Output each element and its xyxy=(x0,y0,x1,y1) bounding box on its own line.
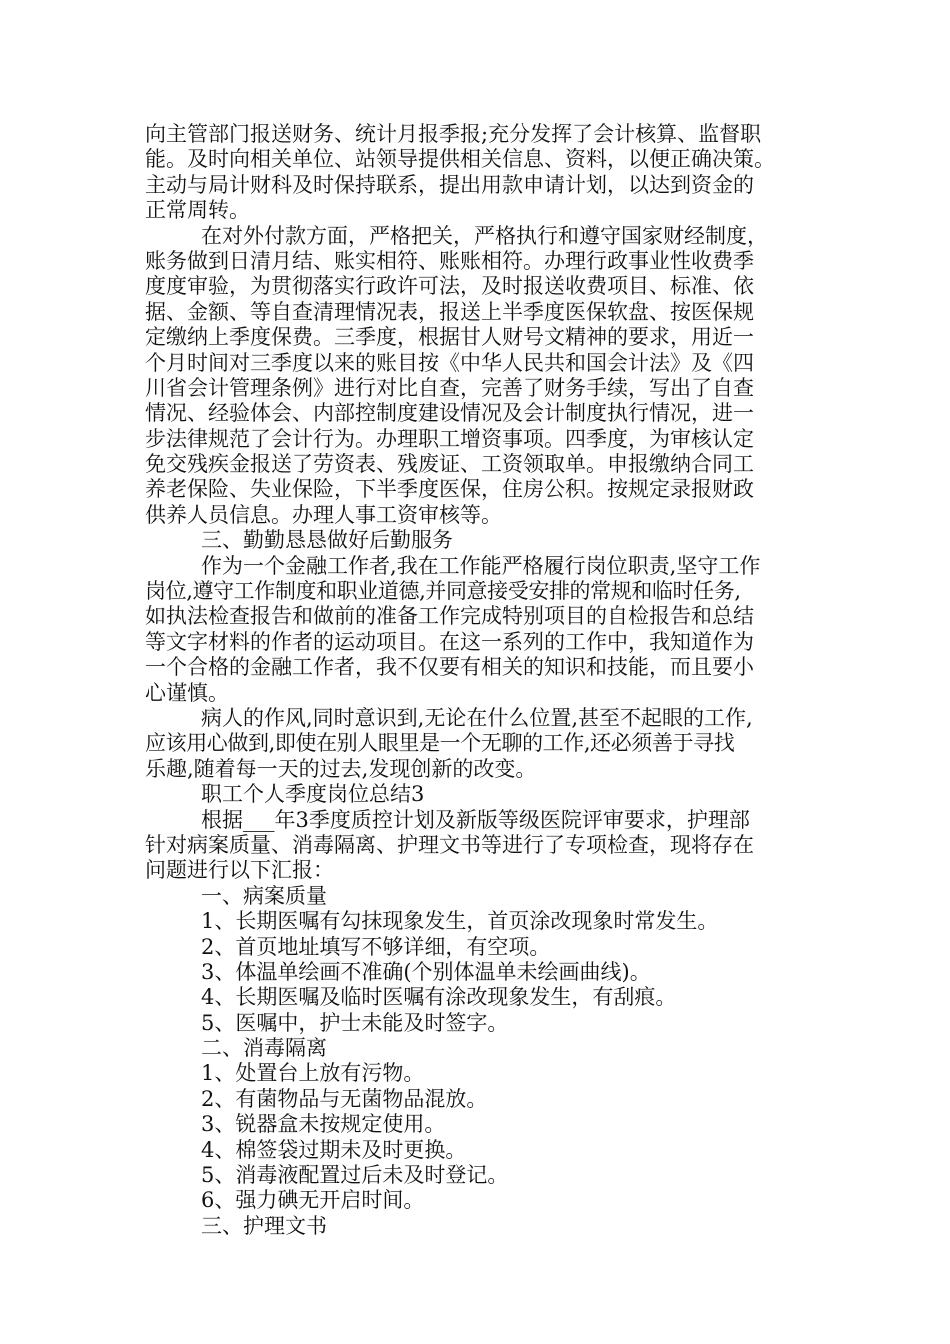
list-item: 4、棉签袋过期未及时更换。 xyxy=(201,1137,467,1162)
text-line: 养老保险、失业保险，下半季度医保，住房公积。按规定录报财政 xyxy=(145,477,754,502)
text-line: 度度审验，为贯彻落实行政许可法，及时报送收费项目、标准、依 xyxy=(145,274,754,299)
section-heading: 一、病案质量 xyxy=(201,883,327,908)
list-item: 5、医嘱中，护士未能及时签字。 xyxy=(201,1010,509,1035)
list-item: 5、消毒液配置过后未及时登记。 xyxy=(201,1163,509,1188)
text-line: 能。及时向相关单位、站领导提供相关信息、资料，以便正确决策。 xyxy=(145,147,775,172)
text-line: 心谨慎。 xyxy=(145,680,229,705)
text-line: 等文字材料的作者的运动项目。在这一系列的工作中，我知道作为 xyxy=(145,629,754,654)
text-line: 岗位,遵守工作制度和职业道德,并同意接受安排的常规和临时任务, xyxy=(145,579,741,604)
text-line: 情况、经验体会、内部控制度建设情况及会计制度执行情况，进一 xyxy=(145,401,754,426)
text-line: 问题进行以下汇报： xyxy=(145,858,334,883)
section-heading: 三、勤勤恳恳做好后勤服务 xyxy=(201,528,453,553)
list-item: 1、处置台上放有污物。 xyxy=(201,1061,425,1086)
list-item: 3、体温单绘画不准确(个别体温单未绘画曲线)。 xyxy=(201,959,651,984)
text-line: 供养人员信息。办理人事工资审核等。 xyxy=(145,502,502,527)
paragraph-start-line: 根据___年3季度质控计划及新版等级医院评审要求，护理部 xyxy=(201,807,750,832)
paragraph-start-line: 病人的作风,同时意识到,无论在什么位置,甚至不起眼的工作, xyxy=(201,705,753,730)
text-line: 免交残疾金报送了劳资表、残废证、工资领取单。申报缴纳合同工 xyxy=(145,452,754,477)
text-line: 如执法检查报告和做前的准备工作完成特别项目的自检报告和总结 xyxy=(145,604,754,629)
text-line: 向主管部门报送财务、统计月报季报;充分发挥了会计核算、监督职 xyxy=(145,122,762,146)
document-title: 职工个人季度岗位总结3 xyxy=(201,782,425,807)
text-line: 川省会计管理条例》进行对比自查，完善了财务手续，写出了自查 xyxy=(145,375,754,400)
text-line: 正常周转。 xyxy=(145,198,250,223)
list-item: 3、锐器盒未按规定使用。 xyxy=(201,1112,446,1137)
list-item: 2、有菌物品与无菌物品混放。 xyxy=(201,1086,488,1111)
list-item: 2、首页地址填写不够详细，有空项。 xyxy=(201,934,551,959)
text-line: 应该用心做到,即使在别人眼里是一个无聊的工作,还必须善于寻找 xyxy=(145,731,735,756)
text-line: 一个合格的金融工作者，我不仅要有相关的知识和技能，而且要小 xyxy=(145,655,754,680)
text-line: 个月时间对三季度以来的账目按《中华人民共和国会计法》及《四 xyxy=(145,350,754,375)
list-item: 4、长期医嘱及临时医嘱有涂改现象发生，有刮痕。 xyxy=(201,985,677,1010)
list-item: 6、强力碘无开启时间。 xyxy=(201,1188,425,1213)
text-line: 据、金额、等自查清理情况表，报送上半季度医保软盘、按医保规 xyxy=(145,299,754,324)
document-page xyxy=(145,122,810,1239)
text-line: 步法律规范了会计行为。办理职工增资事项。四季度，为审核认定 xyxy=(145,426,754,451)
section-heading: 三、护理文书 xyxy=(201,1213,327,1238)
section-heading: 二、消毒隔离 xyxy=(201,1036,327,1061)
paragraph-start-line: 在对外付款方面，严格把关，严格执行和遵守国家财经制度， xyxy=(201,223,768,248)
text-line: 针对病案质量、消毒隔离、护理文书等进行了专项检查，现将存在 xyxy=(145,832,754,857)
text-line: 账务做到日清月结、账实相符、账账相符。办理行政事业性收费季 xyxy=(145,248,754,273)
list-item: 1、长期医嘱有勾抹现象发生，首页涂改现象时常发生。 xyxy=(201,909,719,934)
text-line: 主动与局计财科及时保持联系，提出用款申请计划，以达到资金的 xyxy=(145,172,754,197)
paragraph-start-line: 作为一个金融工作者,我在工作能严格履行岗位职责,坚守工作 xyxy=(201,553,761,578)
text-line: 乐趣,随着每一天的过去,发现创新的改变。 xyxy=(145,756,537,781)
text-line: 定缴纳上季度保费。三季度，根据甘人财号文精神的要求，用近一 xyxy=(145,325,754,350)
